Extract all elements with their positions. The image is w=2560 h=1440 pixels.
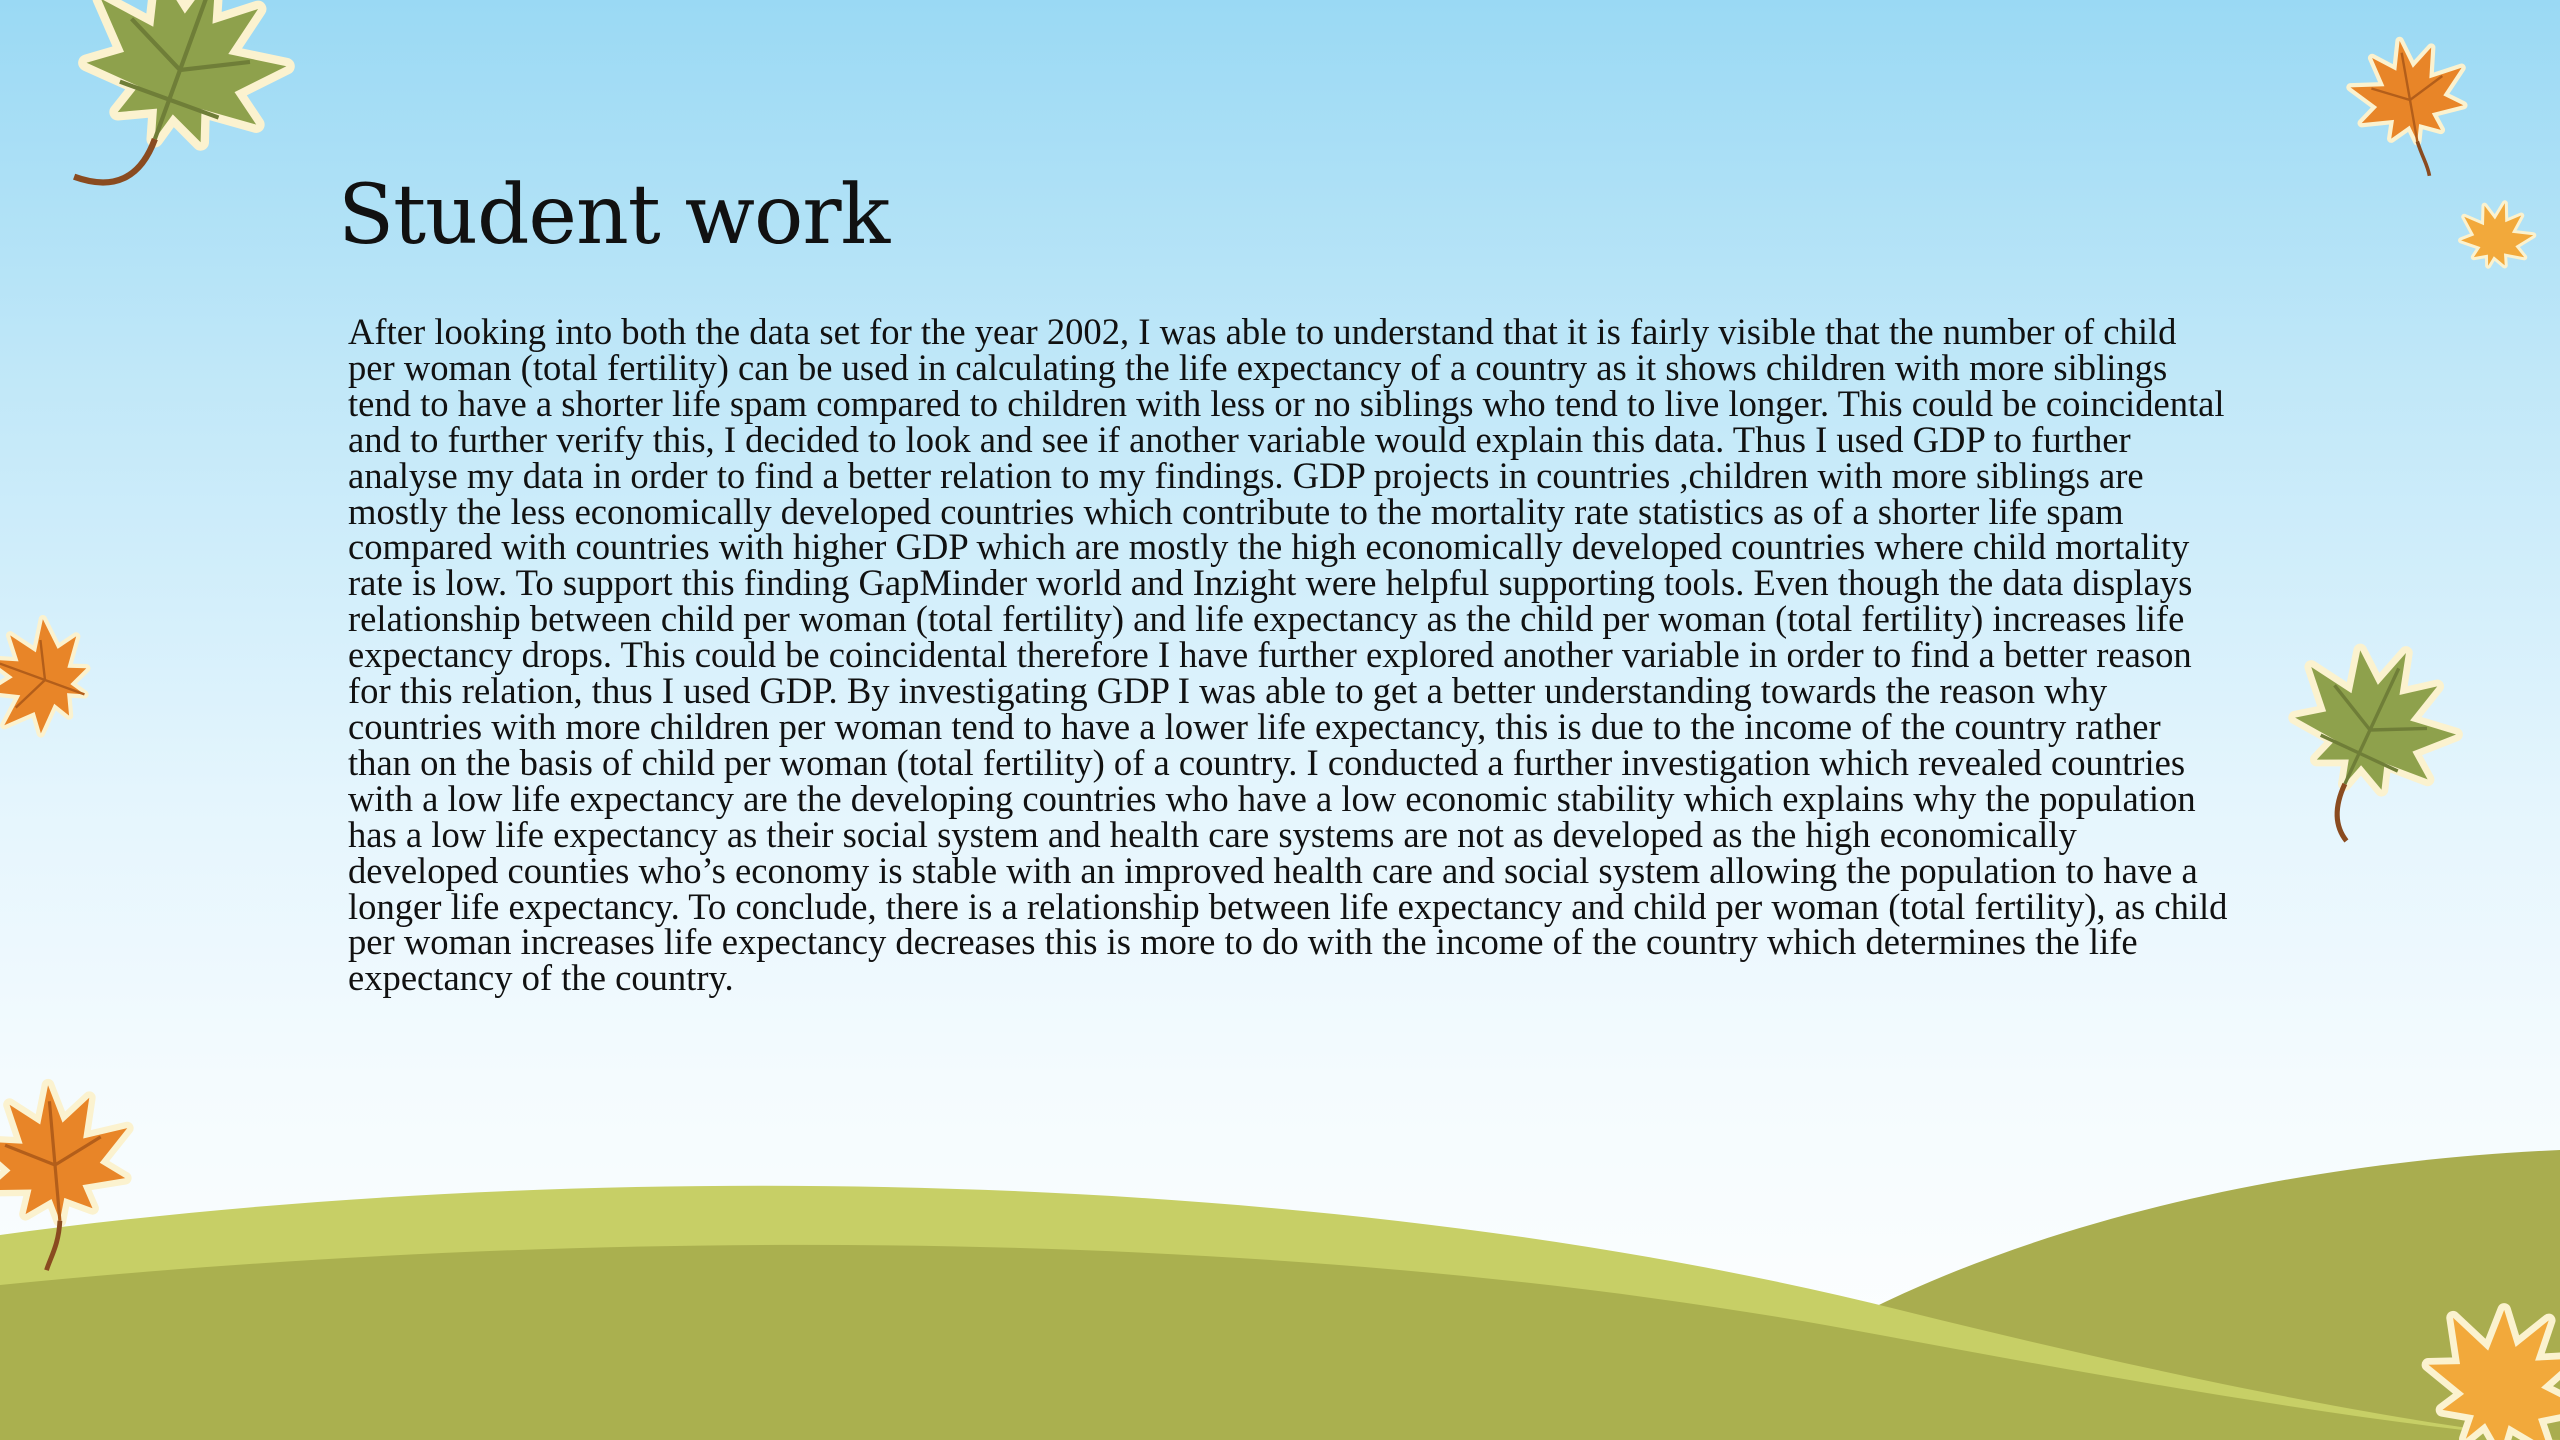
maple-leaf-icon bbox=[0, 606, 104, 747]
maple-leaf-icon bbox=[2454, 194, 2540, 275]
maple-leaf-icon bbox=[2344, 31, 2479, 186]
maple-leaf-icon bbox=[2251, 619, 2478, 864]
body-paragraph: After looking into both the data set for the year 2002, I was able to understand that it is fairly visible that the number of child per woman (total fertility) can be used in calculating the life expectancy of a country as it shows children with more siblings tend to have a shorter life spam compared to children with less or no siblings who tend to live longer. This could be coincidental and to further verify this, I decided to look and see if another variable would explain this data. Thus I used GDP to further analyse my data in order to find a better relation to my findings. GDP projects in countries ,children with more siblings are mostly the less economically developed countries which contribute to the mortality rate statistics as of a shorter life spam compared with countries with higher GDP which are mostly the high economically developed countries where child mortality rate is low. To support this finding GapMinder world and Inzight were helpful supporting tools. Even though the data displays relationship between child per woman (total fertility) and life expectancy as the child per woman (total fertility) increases life expectancy drops. This could be coincidental therefore I have further explored another variable in order to find a better reason for this relation, thus I used GDP. By investigating GDP I was able to get a better understanding towards the reason why countries with more children per woman tend to have a lower life expectancy, this is due to the income of the country rather than on the basis of child per woman (total fertility) of a country. I conducted a further investigation which revealed countries with a low life expectancy are the developing countries who have a low economic stability which explains why the population has a low life expectancy as their social system and health care systems are not as developed as the high economically developed counties who’s economy is stable with an improved health care and social system allowing the population to have a longer life expectancy. To conclude, there is a relationship between life expectancy and child per woman (total fertility), as child per woman increases life expectancy decreases this is more to do with the income of the country which determines the life expectancy of the country. bbox=[348, 311, 2228, 999]
slide-title: Student work bbox=[338, 168, 890, 263]
maple-leaf-icon bbox=[41, 0, 309, 232]
slide-body bbox=[348, 311, 2228, 999]
hills bbox=[0, 1150, 2560, 1440]
